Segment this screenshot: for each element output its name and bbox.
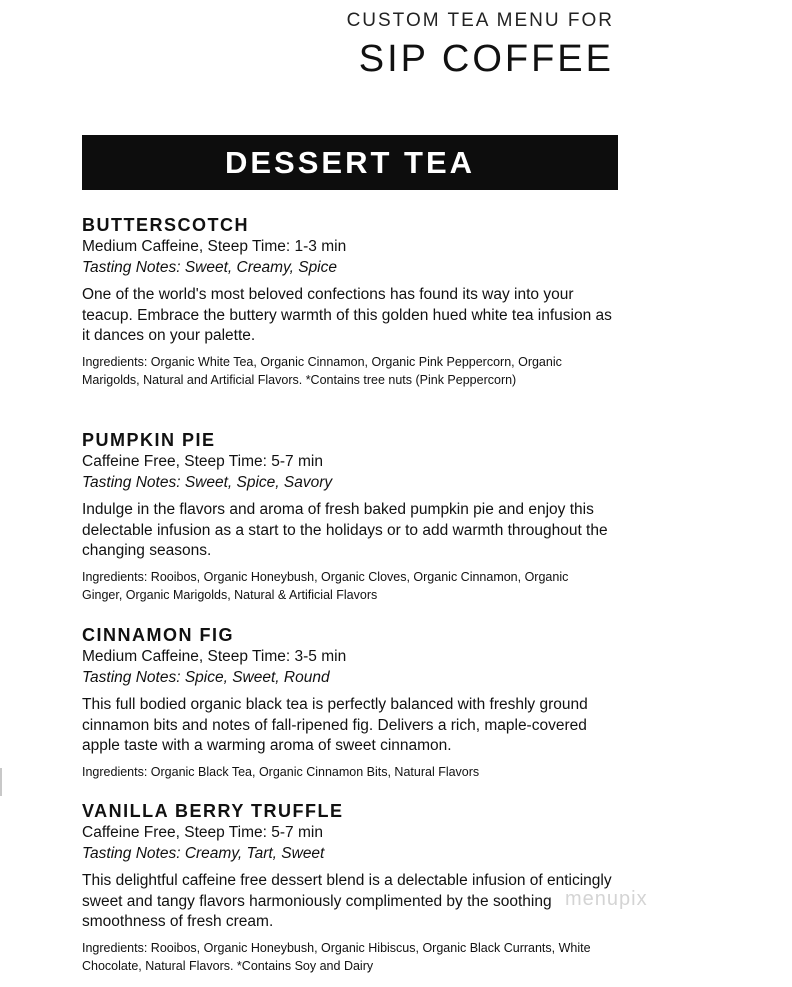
item-tasting-notes: Tasting Notes: Creamy, Tart, Sweet [82,845,325,862]
item-tasting-notes: Tasting Notes: Spice, Sweet, Round [82,669,330,686]
item-ingredients: Ingredients: Rooibos, Organic Honeybush, Organic Cloves, Organic Cinnamon, Organic Ginger, Organic Marigolds, Natural & Artificial Flavors [82,569,569,602]
item-ingredients: Ingredients: Organic White Tea, Organic Cinnamon, Organic Pink Peppercorn, Organic Marigolds, Natural and Artificial Flavors. *Contains tree nuts (Pink Peppercorn) [82,354,562,387]
item-caffeine: Medium Caffeine, Steep Time: 3-5 min [82,648,347,665]
section-banner [82,135,618,190]
item-caffeine: Caffeine Free, Steep Time: 5-7 min [82,824,323,841]
item-description: Indulge in the flavors and aroma of fresh baked pumpkin pie and enjoy this delectable infusion as a start to the holidays or to add warmth throughout the changing seasons. [82,501,608,559]
item-tasting-notes: Tasting Notes: Sweet, Spice, Savory [82,474,333,491]
item-name: CINNAMON FIG [82,625,234,645]
menu-item-vanilla-berry-truffle [82,800,642,976]
item-name: VANILLA BERRY TRUFFLE [82,801,344,821]
item-tasting-notes: Tasting Notes: Sweet, Creamy, Spice [82,259,338,276]
menu-item-cinnamon-fig [82,624,642,781]
section-title: DESSERT TEA [224,144,476,180]
item-description: One of the world's most beloved confections has found its way into your teacup. Embrace the buttery warmth of this golden hued white tea infusion as it dances on your palette. [82,286,612,344]
item-caffeine: Medium Caffeine, Steep Time: 1-3 min [82,238,347,255]
item-name: PUMPKIN PIE [82,430,216,450]
item-ingredients: Ingredients: Rooibos, Organic Honeybush, Organic Hibiscus, Organic Black Currants, White Chocolate, Natural Flavors. *Contains Soy and Dairy [82,940,591,973]
item-ingredients: Ingredients: Organic Black Tea, Organic Cinnamon Bits, Natural Flavors [82,764,480,779]
scan-edge-mark [0,768,2,796]
item-description: This full bodied organic black tea is perfectly balanced with freshly ground cinnamon bits and notes of fall-ripened fig. Delivers a rich, maple-covered apple taste with a warming aroma of sweet cinnamon. [82,696,588,754]
menu-item-butterscotch [82,214,642,390]
item-name: BUTTERSCOTCH [82,215,249,235]
menu-item-pumpkin-pie [82,429,642,605]
item-caffeine: Caffeine Free, Steep Time: 5-7 min [82,453,323,470]
item-description: This delightful caffeine free dessert blend is a delectable infusion of enticingly sweet and tangy flavors harmoniously complimented by the soothing smoothness of fresh cream. [82,872,612,930]
menu-title: SIP COFFEE [358,38,614,80]
menu-subtitle: CUSTOM TEA MENU FOR [346,10,614,31]
watermark: menupix [565,888,648,910]
